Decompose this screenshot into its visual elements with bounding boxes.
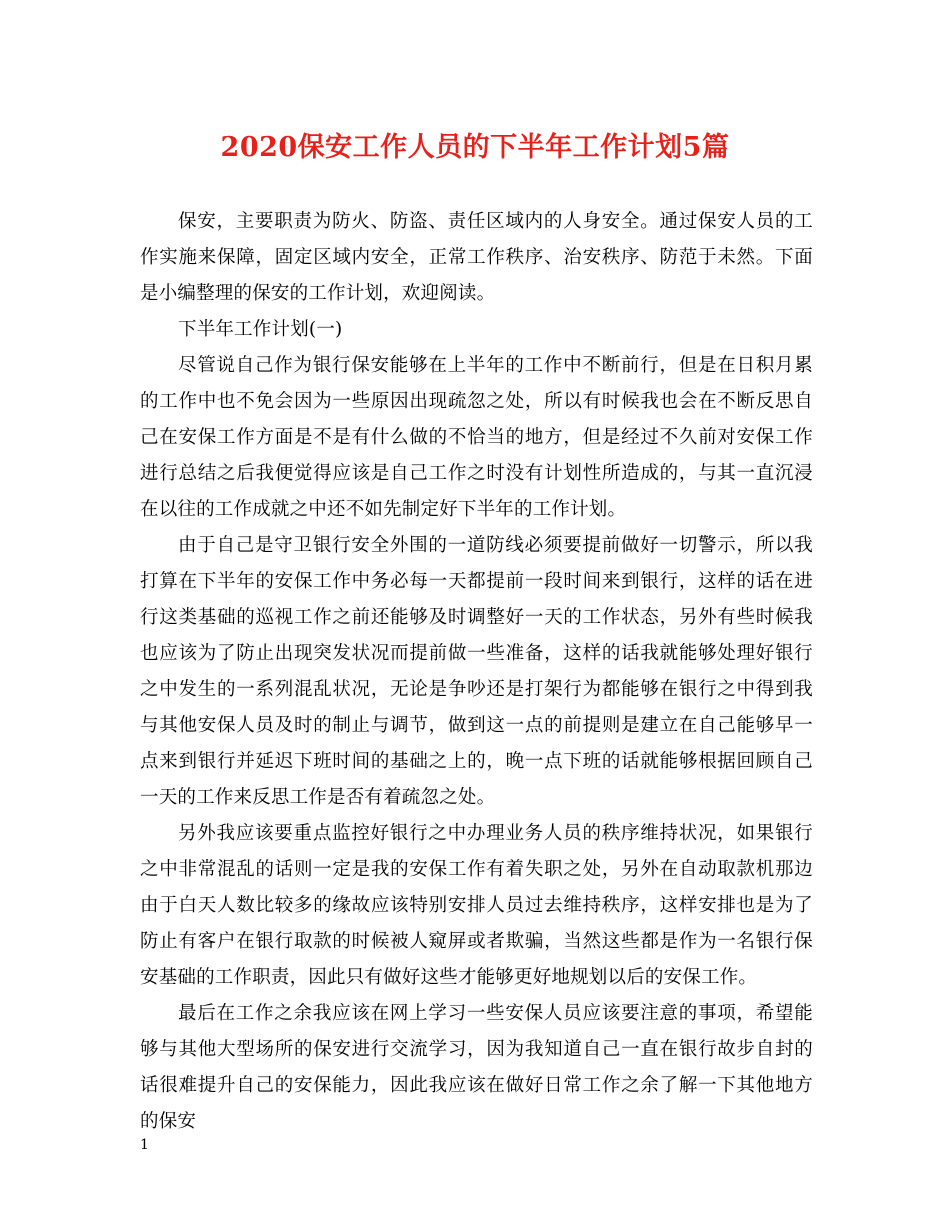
paragraph: 由于自己是守卫银行安全外围的一道防线必须要提前做好一切警示，所以我打算在下半年的安保工作中务必每一天都提前一段时间来到银行，这样的话在进行这类基础的巡视工作之前还能够及时调整好一天的工作状态，另外有些时候我也应该为了防止出现突发状况而提前做一些准备，这样的话我就能够处理好银行之中发生的一系列混乱状况，无论是争吵还是打架行为都能够在银行之中得到我与其他安保人员及时的制止与调节，做到这一点的前提则是建立在自己能够早一点来到银行并延迟下班时间的基础之上的，晚一点下班的话就能够根据回顾自己一天的工作来反思工作是否有着疏忽之处。 (140, 535, 813, 808)
document-title: 2020保安工作人员的下半年工作计划5篇 (220, 132, 730, 163)
paragraph: 最后在工作之余我应该在网上学习一些安保人员应该要注意的事项，希望能够与其他大型场所的保安进行交流学习，因为我知道自己一直在银行故步自封的话很难提升自己的安保能力，因此我应该在做好日常工作之余了解一下其他地方的保安 (140, 1003, 813, 1132)
document-body (140, 204, 813, 1140)
paragraph-intro: 保安，主要职责为防火、防盗、责任区域内的人身安全。通过保安人员的工作实施来保障，固定区域内安全，正常工作秩序、治安秩序、防范于未然。下面是小编整理的保安的工作计划，欢迎阅读。 (140, 211, 813, 304)
paragraph: 尽管说自己作为银行保安能够在上半年的工作中不断前行，但是在日积月累的工作中也不免会因为一些原因出现疏忽之处，所以有时候我也会在不断反思自己在安保工作方面是不是有什么做的不恰当的地方，但是经过不久前对安保工作进行总结之后我便觉得应该是自己工作之时没有计划性所造成的，与其一直沉浸在以往的工作成就之中还不如先制定好下半年的工作计划。 (140, 355, 813, 520)
paragraph: 另外我应该要重点监控好银行之中办理业务人员的秩序维持状况，如果银行之中非常混乱的话则一定是我的安保工作有着失职之处，另外在自动取款机那边由于白天人数比较多的缘故应该特别安排人员过去维持秩序，这样安排也是为了防止有客户在银行取款的时候被人窥屏或者欺骗，当然这些都是作为一名银行保安基础的工作职责，因此只有做好这些才能够更好地规划以后的安保工作。 (140, 823, 813, 988)
page-number: 1 (140, 1137, 149, 1153)
section-heading: 下半年工作计划(一) (178, 319, 343, 340)
